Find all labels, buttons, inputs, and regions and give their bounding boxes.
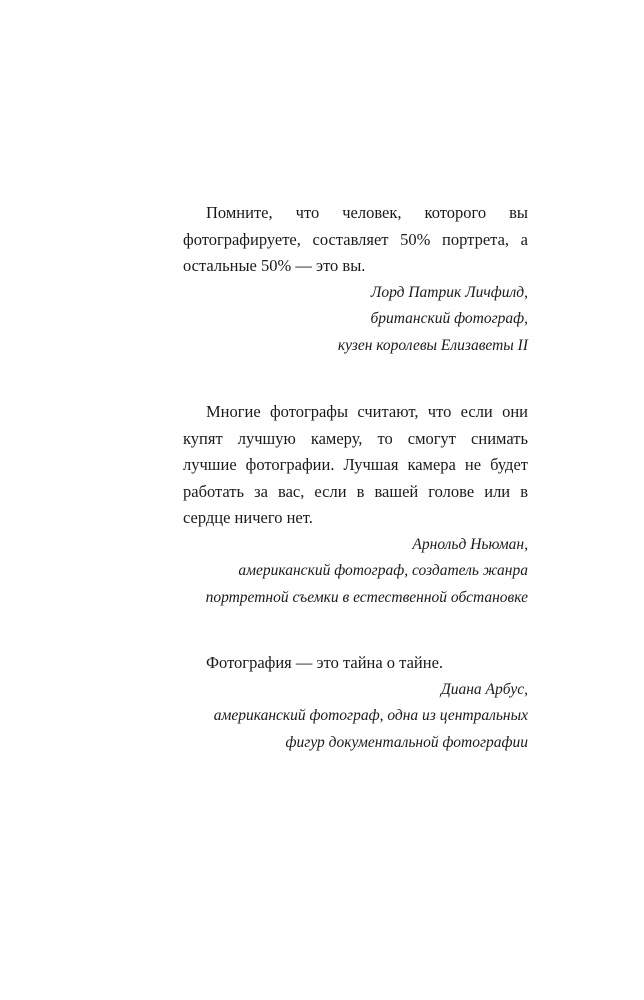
epigraph-quote-3 [183,650,528,756]
author-description-line: американский фотограф, создатель жанра [238,562,528,579]
epigraph-quote-1 [183,200,528,359]
author-description-line: портретной съемки в естественной обстановке [205,588,528,606]
author-description-line: фигур документальной фотографии [285,733,528,751]
author-description-line: кузен королевы Елизаветы II [337,336,528,354]
author-description-line: британский фотограф, [370,310,528,327]
epigraph-quote-2 [183,399,528,611]
quote-text: Фотография — это тайна о тайне. [206,653,444,672]
quote-author: Арнольд Ньюман, [412,535,528,553]
quote-author: Лорд Патрик Личфилд, [370,283,528,301]
quote-text: Многие фотографы считают, что если они купят лучшую камеру, то смогут снимать лучшие фотографии. Лучшая камера не будет работать за вас, если в вашей голове или в сердце ничего нет. [183,402,528,527]
author-description-line: американский фотограф, одна из центральных [213,707,528,724]
quote-author: Диана Арбус, [440,680,528,698]
quote-text: Помните, что человек, которого вы фотографируете, составляет 50% портрета, а остальные 50% — это вы. [183,203,528,275]
